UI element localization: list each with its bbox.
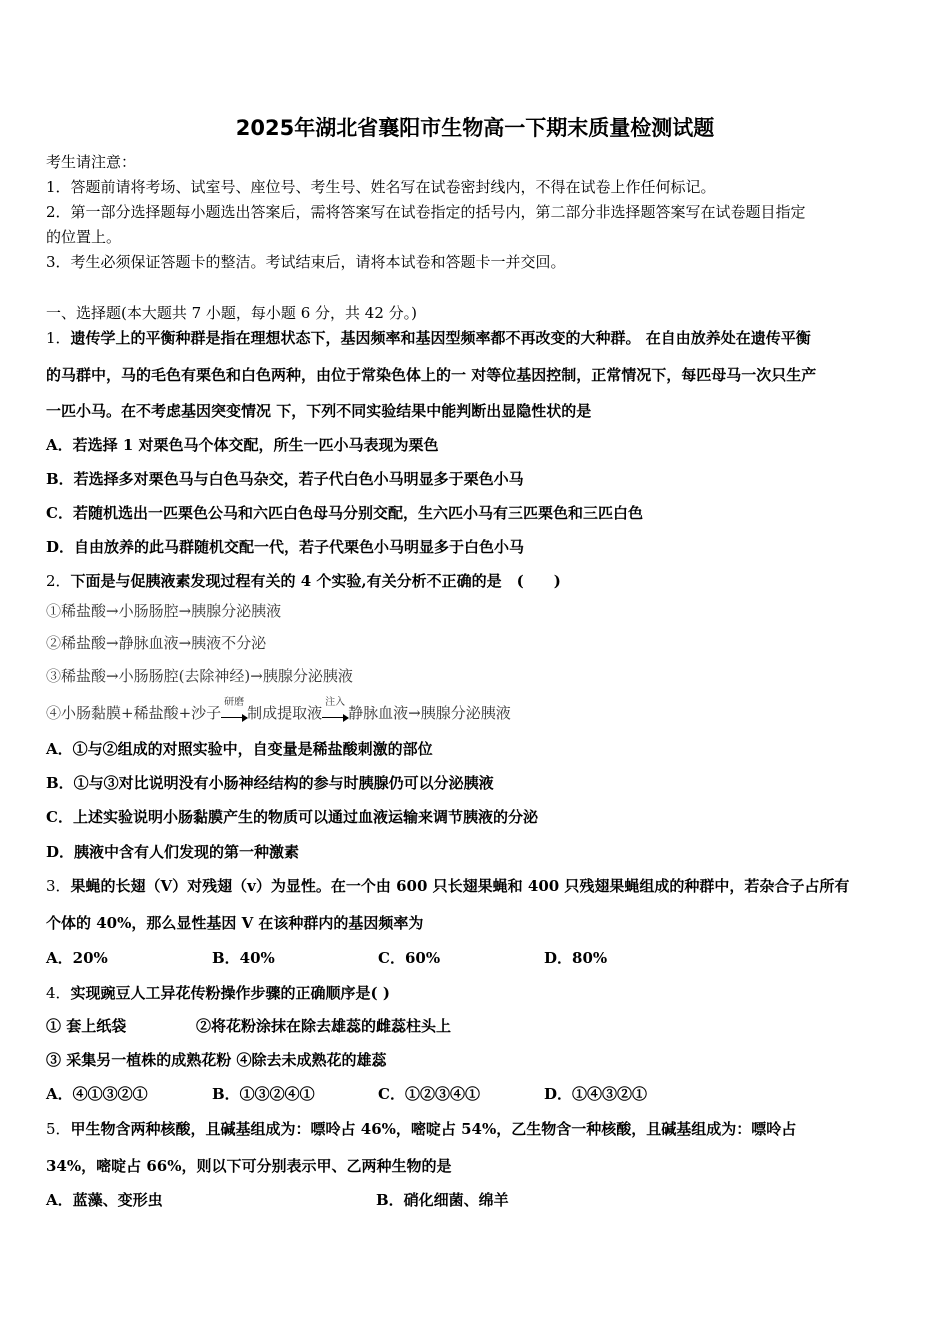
notice-heading: 考生请注意：: [46, 153, 137, 171]
q2-exp4-part3: 静脉血液→胰腺分泌胰液: [348, 704, 511, 722]
q5-number: 5．: [46, 1120, 71, 1138]
q2-option-a: A．①与②组成的对照实验中，自变量是稀盐酸刺激的部位: [46, 740, 433, 758]
q3-options: [46, 948, 607, 968]
notice-item: 3．考生必须保证答题卡的整洁。考试结束后，请将本试卷和答题卡一并交回。: [46, 253, 566, 271]
q4-option-b: B．①③②④①: [212, 1085, 315, 1103]
page-title: 2025年湖北省襄阳市生物高一下期末质量检测试题: [235, 116, 715, 140]
q5-stem-line: 34%，嘧啶占 66%，则以下可分别表示甲、乙两种生物的是: [46, 1157, 452, 1175]
q2-stem: 下面是与促胰液素发现过程有关的 4 个实验,有关分析不正确的是 ( ): [70, 572, 561, 590]
q3-option-a: A．20%: [46, 949, 108, 967]
q3-stem: 果蝇的长翅（V）对残翅（v）为显性。在一个由 600 只长翅果蝇和 400 只残翅果蝇组成的种群中，若杂合子占所有: [70, 877, 850, 895]
q4-option-c: C．①②③④①: [378, 1085, 480, 1103]
q4-option-d: D．①④③②①: [544, 1085, 648, 1103]
q2-number: 2．: [46, 572, 71, 590]
q3-option-b: B．40%: [212, 949, 275, 967]
q4-steps-line-2: ③ 采集另一植株的成熟花粉 ④除去未成熟花的雄蕊: [46, 1051, 387, 1069]
grind-label: 研磨: [224, 697, 245, 708]
notice-item: 2．第一部分选择题每小题选出答案后，需将答案写在试卷指定的括号内，第二部分非选择题答案写在试卷题目指定: [46, 203, 806, 221]
q5-options: [46, 1190, 509, 1210]
q4-options: [46, 1084, 647, 1104]
inject-label: 注入: [325, 697, 346, 708]
q2-line: [46, 571, 561, 591]
q2-option-d: D．胰液中含有人们发现的第一种激素: [46, 843, 300, 861]
q1-stem-line: 的马群中，马的毛色有栗色和白色两种，由位于常染色体上的一 对等位基因控制，正常情况下，每匹母马一次只生产: [46, 366, 817, 384]
q1-option-d: D．自由放养的此马群随机交配一代，若子代栗色小马明显多于白色小马: [46, 538, 525, 556]
inject-arrow: [322, 697, 348, 718]
q2-experiment-4: [46, 697, 511, 723]
q2-experiment-3: ③稀盐酸→小肠肠腔(去除神经)→胰腺分泌胰液: [46, 667, 353, 685]
q1-stem: 遗传学上的平衡种群是指在理想状态下，基因频率和基因型频率都不再改变的大种群。 在自由放养处在遗传平衡: [70, 329, 811, 347]
q4-steps-line: [46, 1016, 451, 1036]
q1-line: [46, 328, 811, 348]
q3-option-c: C．60%: [378, 949, 441, 967]
q3-line: [46, 876, 849, 896]
q3-number: 3．: [46, 877, 71, 895]
q2-exp4-part2: 制成提取液: [247, 704, 323, 722]
q1-stem-line: 一匹小马。在不考虑基因突变情况 下，下列不同实验结果中能判断出显隐性状的是: [46, 402, 592, 420]
q4-stem: 实现豌豆人工异花传粉操作步骤的正确顺序是( ): [70, 984, 390, 1002]
q5-option-b: B．硝化细菌、绵羊: [376, 1191, 509, 1209]
q2-option-c: C．上述实验说明小肠黏膜产生的物质可以通过血液运输来调节胰液的分泌: [46, 808, 538, 826]
q5-stem: 甲生物含两种核酸，且碱基组成为：嘌呤占 46%，嘧啶占 54%，乙生物含一种核酸，且碱基组成为：嘌呤占: [70, 1120, 797, 1138]
notice-item: 的位置上。: [46, 228, 122, 246]
q2-option-b: B．①与③对比说明没有小肠神经结构的参与时胰腺仍可以分泌胰液: [46, 774, 494, 792]
q4-number: 4．: [46, 984, 71, 1002]
q2-exp4-part1: ④小肠黏膜+稀盐酸+沙子: [46, 704, 222, 722]
q4-option-a: A．④①③②①: [46, 1085, 148, 1103]
notice-item: 1．答题前请将考场、试室号、座位号、考生号、姓名写在试卷密封线内，不得在试卷上作任何标记。: [46, 178, 716, 196]
q1-number: 1．: [46, 329, 71, 347]
q4-step-1: ① 套上纸袋: [46, 1017, 127, 1035]
q5-line: [46, 1119, 796, 1139]
q4-step-2: ②将花粉涂抹在除去雄蕊的雌蕊柱头上: [196, 1017, 452, 1035]
q1-option-a: A．若选择 1 对栗色马个体交配，所生一匹小马表现为栗色: [46, 436, 439, 454]
q2-experiment-2: ②稀盐酸→静脉血液→胰液不分泌: [46, 634, 267, 652]
q5-option-a: A．蓝藻、变形虫: [46, 1191, 163, 1209]
q2-experiment-1: ①稀盐酸→小肠肠腔→胰腺分泌胰液: [46, 602, 282, 620]
q4-line: [46, 983, 390, 1003]
q1-option-b: B．若选择多对栗色马与白色马杂交，若子代白色小马明显多于栗色小马: [46, 470, 524, 488]
q1-option-c: C．若随机选出一匹栗色公马和六匹白色母马分别交配，生六匹小马有三匹栗色和三匹白色: [46, 504, 643, 522]
q3-option-d: D．80%: [544, 949, 608, 967]
section-heading: 一、选择题(本大题共 7 小题，每小题 6 分，共 42 分。): [46, 304, 417, 322]
grind-arrow: [221, 697, 247, 718]
q3-stem-line: 个体的 40%，那么显性基因 V 在该种群内的基因频率为: [46, 914, 424, 932]
